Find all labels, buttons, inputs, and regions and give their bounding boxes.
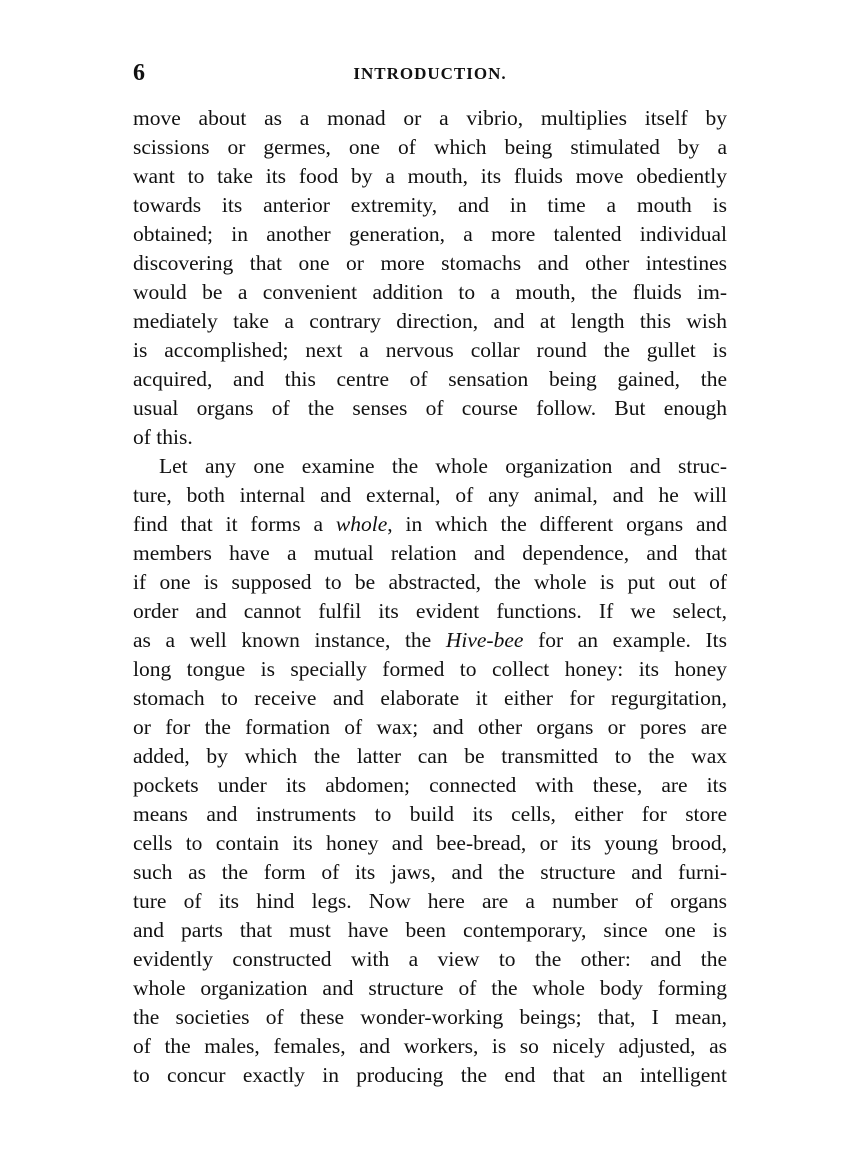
text-line: acquired, and this centre of sensation being gained, the xyxy=(133,367,727,391)
text-line xyxy=(133,510,727,539)
text-line xyxy=(133,626,727,655)
text-line: usual organs of the senses of course follow. But enough xyxy=(133,396,727,420)
text-line: want to take its food by a mouth, its fluids move obediently xyxy=(133,164,727,188)
text-line: stomach to receive and elaborate it either for regurgitation, xyxy=(133,686,727,710)
text-line: scissions or germes, one of which being stimulated by a xyxy=(133,135,727,159)
text-line: discovering that one or more stomachs and other intestines xyxy=(133,251,727,275)
text-line: means and instruments to build its cells, either for store xyxy=(133,802,727,826)
text-line: such as the form of its jaws, and the structure and furni- xyxy=(133,860,727,884)
text-line: would be a convenient addition to a mouth, the fluids im- xyxy=(133,280,727,304)
text-line: of this. xyxy=(133,425,193,449)
text-line: Let any one examine the whole organization and struc- xyxy=(159,454,727,478)
text-line: ture of its hind legs. Now here are a number of organs xyxy=(133,889,727,913)
text-segment: , in which the different organs and xyxy=(387,512,727,536)
text-line: is accomplished; next a nervous collar round the gullet is xyxy=(133,338,727,362)
text-line: obtained; in another generation, a more talented individual xyxy=(133,222,727,246)
text-segment: as a well known instance, the xyxy=(133,628,446,652)
text-line: to concur exactly in producing the end that an intelligent xyxy=(133,1063,727,1087)
running-title: INTRODUCTION. xyxy=(353,64,507,83)
text-line: members have a mutual relation and dependence, and that xyxy=(133,541,727,565)
text-line: pockets under its abdomen; connected with these, are its xyxy=(133,773,727,797)
text-line: or for the formation of wax; and other organs or pores are xyxy=(133,715,727,739)
text-line: the societies of these wonder-working beings; that, I mean, xyxy=(133,1005,727,1029)
paragraph-2 xyxy=(133,452,727,1090)
text-segment: find that it forms a xyxy=(133,512,336,536)
text-line: ture, both internal and external, of any animal, and he will xyxy=(133,483,727,507)
body-text xyxy=(133,104,727,1090)
text-line: order and cannot fulfil its evident functions. If we select, xyxy=(133,599,727,623)
text-line: towards its anterior extremity, and in time a mouth is xyxy=(133,193,727,217)
text-line: long tongue is specially formed to collect honey: its honey xyxy=(133,657,727,681)
text-line: of the males, females, and workers, is so nicely adjusted, as xyxy=(133,1034,727,1058)
paragraph-1 xyxy=(133,104,727,452)
page-number: 6 xyxy=(133,60,145,86)
italic-term: whole xyxy=(335,512,388,536)
text-line: evidently constructed with a view to the other: and the xyxy=(133,947,727,971)
text-line: move about as a monad or a vibrio, multiplies itself by xyxy=(133,106,727,130)
text-line: whole organization and structure of the whole body forming xyxy=(133,976,727,1000)
running-head xyxy=(133,58,727,88)
text-line: mediately take a contrary direction, and at length this wish xyxy=(133,309,727,333)
italic-term: Hive-bee xyxy=(445,628,524,652)
text-line: and parts that must have been contemporary, since one is xyxy=(133,918,727,942)
text-line: cells to contain its honey and bee-bread, or its young brood, xyxy=(133,831,727,855)
text-line: added, by which the latter can be transmitted to the wax xyxy=(133,744,727,768)
text-line: if one is supposed to be abstracted, the whole is put out of xyxy=(133,570,727,594)
text-segment: for an example. Its xyxy=(523,628,728,652)
